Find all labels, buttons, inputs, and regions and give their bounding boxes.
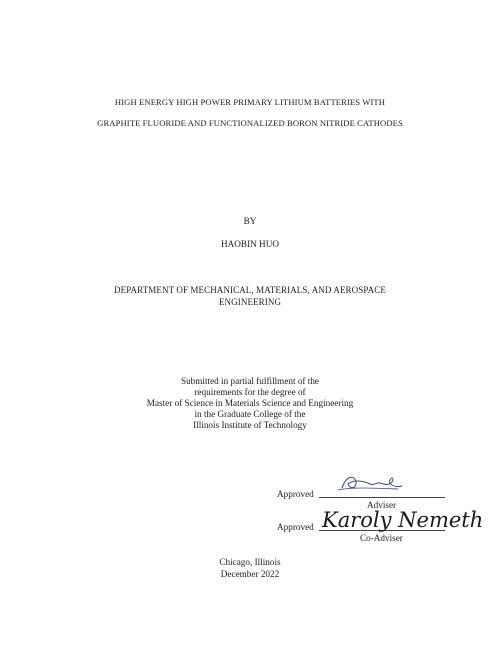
co-adviser-role-label: Co-Adviser [360,533,403,543]
co-adviser-approval-label: Approved [277,522,314,532]
department-line-2: ENGINEERING [218,297,282,307]
adviser-role-label: Adviser [367,500,397,510]
department-line-1: DEPARTMENT OF MECHANICAL, MATERIALS, AND AEROSPACE [114,285,386,295]
submission-line-3: Master of Science in Materials Science and Engineering [146,398,354,408]
submission-date: December 2022 [220,569,280,579]
location: Chicago, Illinois [219,557,281,567]
submission-line-2: requirements for the degree of [194,387,306,397]
submission-line-4: in the Graduate College of the [194,409,306,419]
co-adviser-signature-text: Karoly Nemeth [322,508,484,532]
adviser-signature-line [319,497,445,498]
submission-line-5: Illinois Institute of Technology [193,420,307,430]
author-name: HAOBIN HUO [221,239,279,249]
adviser-approval-label: Approved [277,489,314,499]
by-label: BY [243,216,257,226]
submission-line-1: Submitted in partial fulfillment of the [180,376,320,386]
adviser-signature-image [332,470,412,496]
thesis-title-line-1: HIGH ENERGY HIGH POWER PRIMARY LITHIUM BATTERIES WITH [114,97,386,107]
thesis-title-line-2: GRAPHITE FLUORIDE AND FUNCTIONALIZED BORON NITRIDE CATHODES [97,118,403,128]
